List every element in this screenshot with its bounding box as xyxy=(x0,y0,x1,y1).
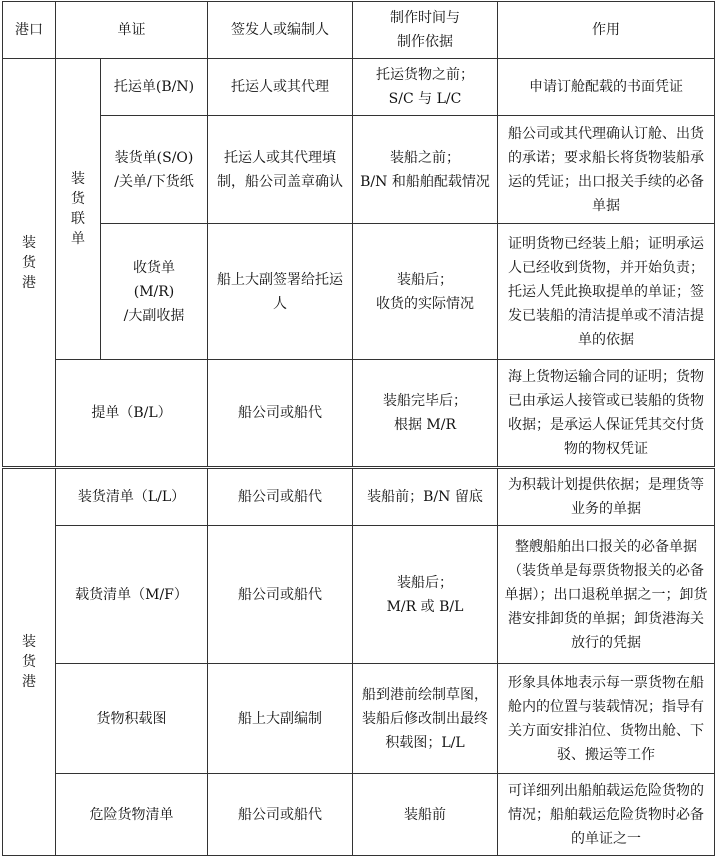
table-row xyxy=(3,468,715,526)
group-cell-loading-set xyxy=(56,59,101,360)
purpose-cell: 可详细列出船舶载运危险货物的情况；船舶载运危险货物时必备的单证之一 xyxy=(498,774,715,856)
issuer-cell: 船公司或船代 xyxy=(208,774,353,856)
doc-cell: 装货单(S/O) /关单/下货纸 xyxy=(101,116,208,224)
time-cell: 装船完毕后； 根据 M/R xyxy=(353,360,498,468)
purpose-cell: 船公司或其代理确认订舱、出货的承诺；要求船长将货物装船承运的凭证；出口报关手续的必备单据 xyxy=(498,116,715,224)
issuer-cell: 托运人或其代理填制，船公司盖章确认 xyxy=(208,116,353,224)
time-cell: 装船后； M/R 或 B/L xyxy=(353,526,498,664)
doc-cell: 货物积载图 xyxy=(56,664,208,774)
shipping-documents-table xyxy=(2,1,715,856)
time-cell: 托运货物之前； S/C 与 L/C xyxy=(353,59,498,116)
header-port: 港口 xyxy=(3,2,56,59)
purpose-cell: 证明货物已经装上船；证明承运人已经收到货物，并开始负责；托运人凭此换取提单的单证；签发已装船的清洁提单或不清洁提单的依据 xyxy=(498,224,715,360)
issuer-cell: 船公司或船代 xyxy=(208,468,353,526)
issuer-cell: 船上大副签署给托运人 xyxy=(208,224,353,360)
purpose-cell: 申请订舱配载的书面凭证 xyxy=(498,59,715,116)
port-label: 装货港 xyxy=(21,234,36,291)
port-cell-loading xyxy=(3,59,56,468)
doc-cell: 装货清单（L/L） xyxy=(56,468,208,526)
doc-cell: 托运单(B/N) xyxy=(101,59,208,116)
table-row xyxy=(3,664,715,774)
issuer-cell: 托运人或其代理 xyxy=(208,59,353,116)
header-purpose: 作用 xyxy=(498,2,715,59)
table-row xyxy=(3,526,715,664)
doc-cell: 危险货物清单 xyxy=(56,774,208,856)
time-cell: 装船之前； B/N 和船舶配载情况 xyxy=(353,116,498,224)
time-cell: 装船后； 收货的实际情况 xyxy=(353,224,498,360)
issuer-cell: 船上大副编制 xyxy=(208,664,353,774)
table-row xyxy=(3,116,715,224)
time-cell: 装船前；B/N 留底 xyxy=(353,468,498,526)
table-row xyxy=(3,360,715,468)
header-time-basis-text: 制作时间与 制作依据 xyxy=(390,10,460,50)
header-time-basis xyxy=(353,2,498,59)
port-label: 装货港 xyxy=(21,634,36,690)
issuer-cell: 船公司或船代 xyxy=(208,526,353,664)
purpose-cell: 整艘船舶出口报关的必备单据（装货单是每票货物报关的必备单据）；出口退税单据之一；卸货港安排卸货的单据；卸货港海关放行的凭据 xyxy=(498,526,715,664)
doc-cell: 提单（B/L） xyxy=(56,360,208,468)
header-issuer: 签发人或编制人 xyxy=(208,2,353,59)
header-row xyxy=(3,2,715,59)
doc-cell: 载货清单（M/F） xyxy=(56,526,208,664)
table-row xyxy=(3,774,715,856)
doc-cell: 收货单 (M/R) /大副收据 xyxy=(101,224,208,360)
table-row xyxy=(3,224,715,360)
purpose-cell: 海上货物运输合同的证明；货物已由承运人接管或已装船的货物收据；是承运人保证凭其交付货物的物权凭证 xyxy=(498,360,715,468)
issuer-cell: 船公司或船代 xyxy=(208,360,353,468)
time-cell: 装船前 xyxy=(353,774,498,856)
header-document: 单证 xyxy=(56,2,208,59)
time-cell: 船到港前绘制草图，装船后修改制出最终积载图；L/L xyxy=(353,664,498,774)
port-cell-unloading xyxy=(3,468,56,856)
purpose-cell: 为积载计划提供依据；是理货等业务的单据 xyxy=(498,468,715,526)
purpose-cell: 形象具体地表示每一票货物在船舱内的位置与装载情况；指导有关方面安排泊位、货物出舱、下驳、搬运等工作 xyxy=(498,664,715,774)
table-row xyxy=(3,59,715,116)
group-label: 装货联单 xyxy=(70,171,85,247)
